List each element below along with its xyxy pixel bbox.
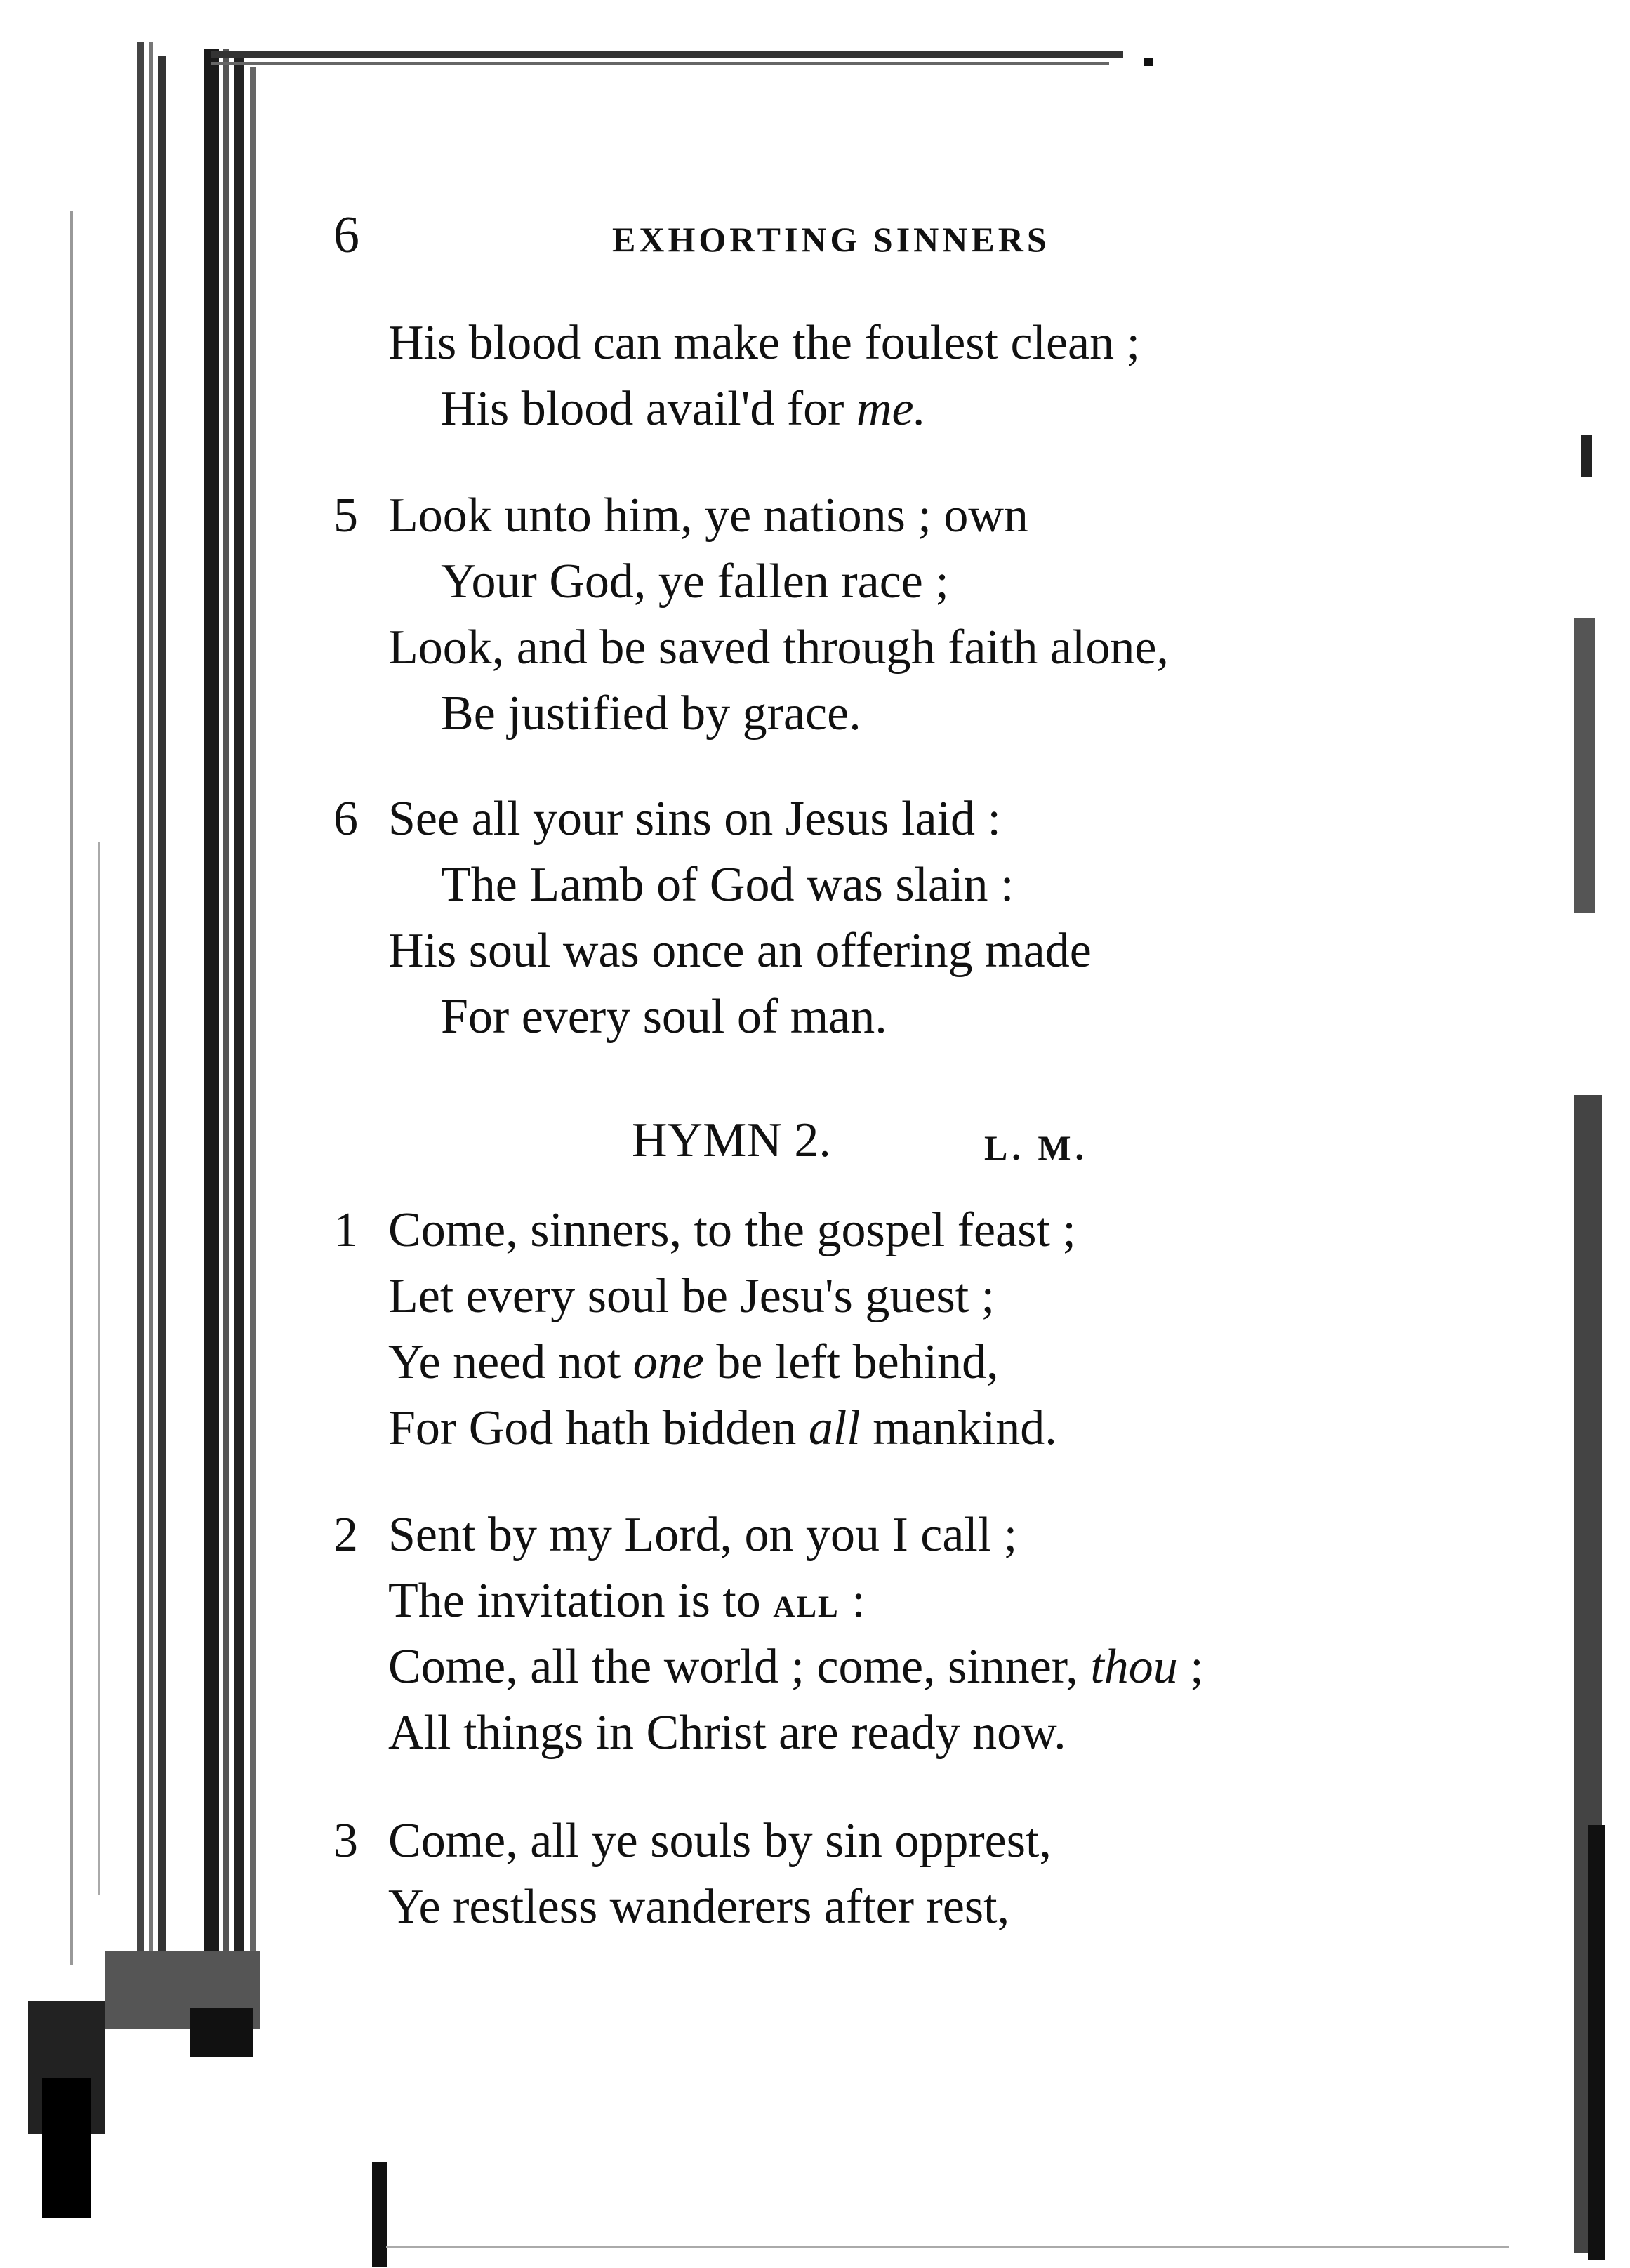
page-border-top <box>211 44 1158 80</box>
text-run: The Lamb of God was slain : <box>441 858 1014 912</box>
text-run: Look, and be saved through faith alone, <box>388 621 1169 675</box>
verse-line <box>323 984 1418 1050</box>
verse-line <box>323 786 1418 852</box>
verse-line <box>323 1329 1418 1395</box>
verse-line <box>323 376 1418 442</box>
text-run: His blood avail'd for <box>441 382 856 436</box>
text-run: Sent by my Lord, on you I call ; <box>388 1508 1018 1562</box>
text-run: mankind. <box>860 1401 1057 1455</box>
hymn-title: HYMN 2. <box>632 1113 831 1167</box>
stanza-number: 6 <box>333 792 358 846</box>
text-run: His blood can make the foulest clean ; <box>388 316 1141 370</box>
verse-text <box>388 1502 1017 1568</box>
stanza-4-continued <box>323 310 1418 442</box>
text-run: For every soul of man. <box>441 990 887 1044</box>
verse-text <box>441 852 1014 918</box>
verse-line <box>323 615 1418 681</box>
stanza-number: 3 <box>333 1814 358 1868</box>
verse-line <box>323 1264 1418 1329</box>
verse-text <box>388 310 1140 376</box>
text-run: Come, all ye souls by sin opprest, <box>388 1814 1052 1868</box>
page-border-bottom <box>365 2162 1523 2267</box>
text-run: Let every soul be Jesu's guest ; <box>388 1269 995 1323</box>
verse-text <box>441 681 861 747</box>
text-run: ; <box>1177 1640 1204 1694</box>
text-run: Look unto him, ye nations ; own <box>388 489 1028 543</box>
verse-line <box>323 1634 1418 1700</box>
text-run: : <box>839 1574 866 1628</box>
text-run: See all your sins on Jesus laid : <box>388 792 1001 846</box>
hymn-heading <box>632 1109 1193 1179</box>
verse-line <box>323 1874 1418 1940</box>
hymn2-stanza-3 <box>323 1808 1418 1940</box>
hymn2-stanza-1 <box>323 1198 1418 1461</box>
running-title: EXHORTING SINNERS <box>612 220 1050 259</box>
stanza-6 <box>323 786 1418 1050</box>
text-run: For God hath bidden <box>388 1401 809 1455</box>
hymn-meter: L. M. <box>984 1128 1089 1167</box>
text-run: Your God, ye fallen race ; <box>441 555 949 609</box>
hymn2-stanza-2 <box>323 1502 1418 1766</box>
binding-shadow <box>0 0 267 2268</box>
page-edge-right <box>1546 0 1630 2268</box>
verse-text <box>441 549 949 615</box>
verse-text <box>388 1700 1066 1766</box>
verse-line <box>323 1808 1418 1874</box>
verse-text <box>441 984 887 1050</box>
verse-text <box>388 1568 866 1636</box>
text-run: Be justified by grace. <box>441 687 861 741</box>
verse-line <box>323 918 1418 984</box>
text-run: His soul was once an offering made <box>388 924 1092 978</box>
stanza-number: 1 <box>333 1203 358 1257</box>
verse-line <box>323 310 1418 376</box>
text-run: All things in Christ are ready now. <box>388 1706 1066 1760</box>
verse-text <box>441 376 926 442</box>
verse-line <box>323 681 1418 747</box>
text-run: Come, all the world ; come, sinner, <box>388 1640 1091 1694</box>
verse-line <box>323 1700 1418 1766</box>
emphasis-text: me. <box>856 382 927 436</box>
emphasis-text: thou <box>1090 1640 1178 1694</box>
verse-line <box>323 549 1418 615</box>
stanza-number: 2 <box>333 1508 358 1562</box>
emphasis-text: one <box>632 1335 704 1389</box>
verse-line <box>323 483 1418 549</box>
verse-text <box>388 1874 1009 1940</box>
verse-text <box>388 1395 1057 1461</box>
text-run: be left behind, <box>703 1335 999 1389</box>
verse-line <box>323 1198 1418 1264</box>
verse-text <box>388 786 1001 852</box>
verse-text <box>388 1808 1052 1874</box>
text-run: Ye need not <box>388 1335 633 1389</box>
verse-text <box>388 1198 1076 1264</box>
text-run: The invitation is to <box>388 1574 774 1628</box>
verse-line <box>323 1502 1418 1568</box>
stanza-5 <box>323 483 1418 747</box>
verse-text <box>388 483 1028 549</box>
text-run: Come, sinners, to the gospel feast ; <box>388 1203 1076 1257</box>
verse-text <box>388 1329 999 1395</box>
verse-text <box>388 918 1092 984</box>
emphasis-text: all <box>808 1401 861 1455</box>
verse-text <box>388 1264 995 1329</box>
verse-line <box>323 1395 1418 1461</box>
stanza-number: 5 <box>333 489 358 543</box>
running-head <box>319 204 1513 274</box>
verse-text <box>388 1634 1204 1700</box>
verse-line <box>323 1568 1418 1634</box>
verse-text <box>388 615 1169 681</box>
verse-line <box>323 852 1418 918</box>
page-number: 6 <box>333 206 359 264</box>
small-caps-text: all <box>773 1579 840 1626</box>
text-run: Ye restless wanderers after rest, <box>388 1880 1010 1934</box>
